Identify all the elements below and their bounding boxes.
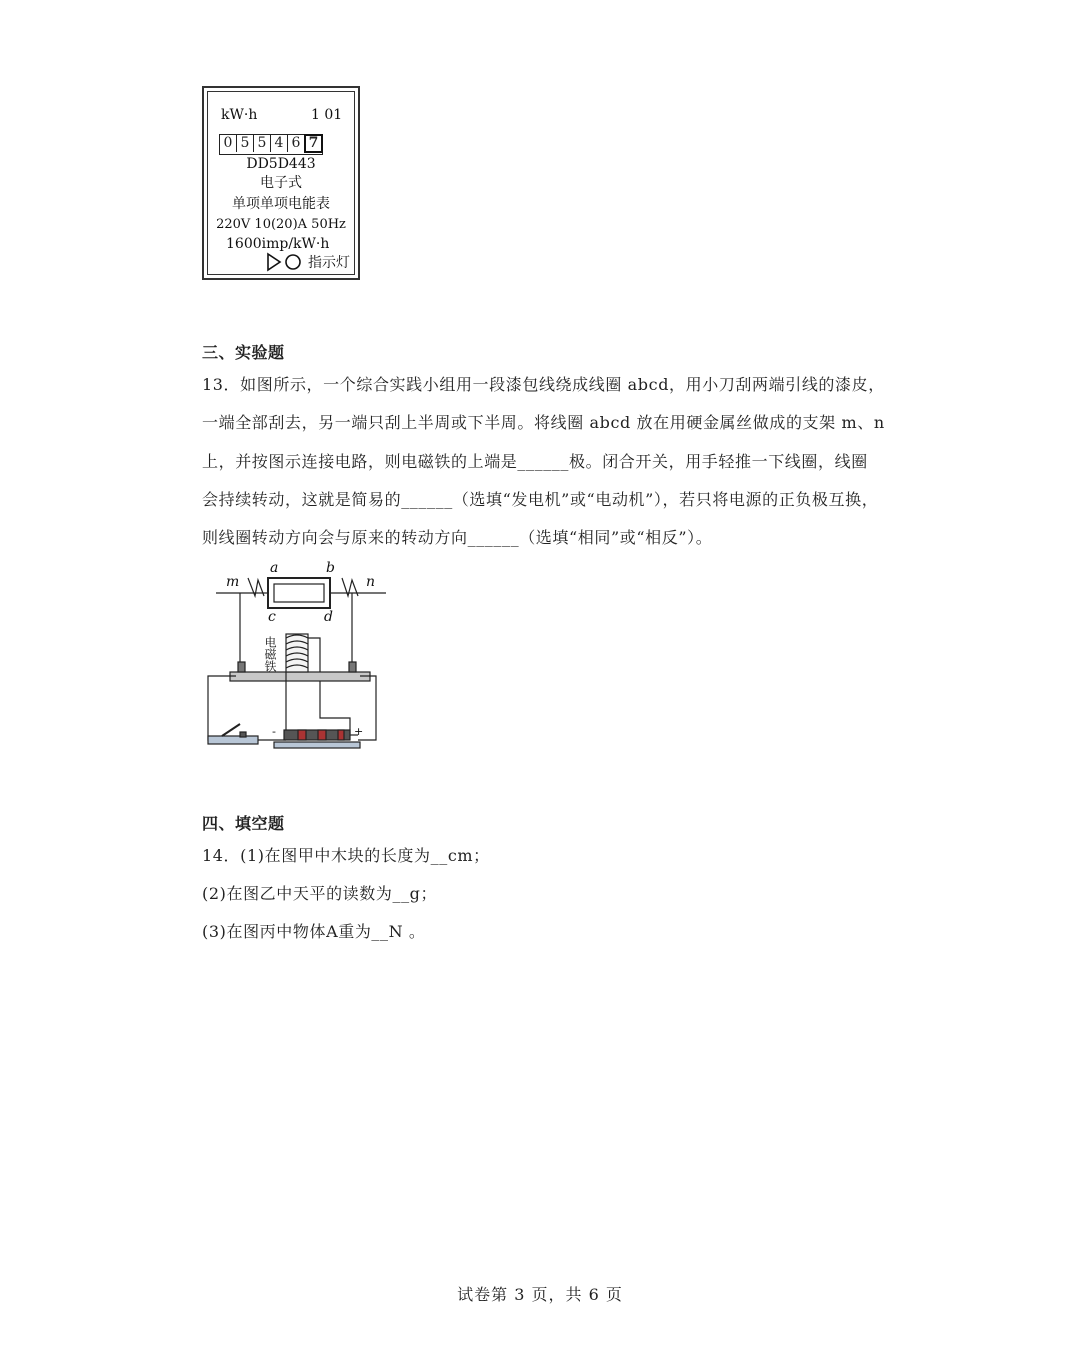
meter-indicator-label: 指示灯 [308, 255, 350, 271]
meter-code: 1 01 [311, 107, 343, 123]
meter-digit: 6 [288, 135, 305, 152]
question-13-line-4: 会持续转动，这就是简易的______（选填“发电机”或“电动机”），若只将电源的正负极互换， [202, 490, 879, 509]
meter-rating: 220V 10(20)A 50Hz [216, 217, 346, 232]
label-electromagnet: 电磁铁 [263, 636, 277, 672]
question-14-part-2: (2)在图乙中天平的读数为__g； [202, 884, 438, 903]
meter-constant: 1600imp/kW·h [226, 236, 330, 252]
meter-name: 单项单项电能表 [232, 196, 330, 212]
question-13-line-3: 上，并按图示连接电路，则电磁铁的上端是______极。闭合开关，用手轻推一下线圈，线圈 [202, 452, 868, 471]
question-14-part-3: (3)在图丙中物体A重为__N 。 [202, 922, 426, 941]
meter-reading [219, 134, 323, 155]
meter-digit-decimal: 7 [304, 134, 323, 153]
meter-digit: 5 [254, 135, 271, 152]
meter-model: DD5D443 [246, 156, 316, 172]
motor-circuit-diagram [200, 558, 400, 758]
label-n: n [366, 574, 376, 590]
label-c: c [268, 609, 276, 625]
label-a: a [270, 560, 279, 576]
label-b: b [326, 560, 335, 576]
label-m: m [226, 574, 240, 590]
question-13-line-5: 则线圈转动方向会与原来的转动方向______（选填“相同”或“相反”）。 [202, 528, 713, 547]
battery-plus-label: + [354, 725, 364, 738]
meter-type: 电子式 [260, 175, 302, 191]
meter-digit: 4 [271, 135, 288, 152]
page-footer: 试卷第 3 页，共 6 页 [457, 1285, 623, 1304]
label-d: d [324, 609, 333, 625]
section-heading-experiment: 三、实验题 [202, 343, 285, 362]
question-13-line-1: 13．如图所示，一个综合实践小组用一段漆包线绕成线圈 abcd，用小刀刮两端引线的漆皮， [202, 375, 885, 394]
indicator-symbol-icon [266, 252, 306, 272]
meter-unit: kW·h [221, 107, 258, 123]
meter-digit: 5 [237, 135, 254, 152]
meter-digit: 0 [220, 135, 237, 152]
battery-minus-label: - [272, 725, 276, 738]
question-14-part-1: 14．(1)在图甲中木块的长度为__cm； [202, 846, 490, 865]
question-13-line-2: 一端全部刮去，另一端只刮上半周或下半周。将线圈 abcd 放在用硬金属丝做成的支架 m、n [202, 413, 885, 432]
section-heading-fill-in: 四、填空题 [202, 814, 285, 833]
